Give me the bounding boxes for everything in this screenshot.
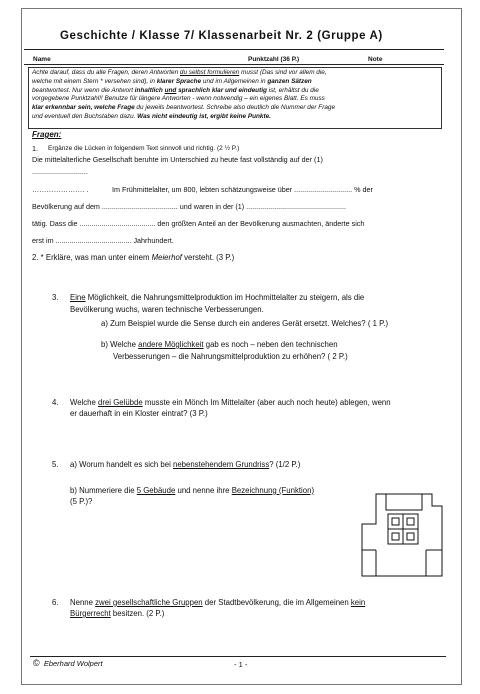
plan-quad (392, 533, 399, 540)
plan-outer-wall (362, 494, 442, 576)
plan-quad (407, 518, 414, 525)
q2-text-part: versteht. (3 P.) (181, 253, 235, 262)
header-points-label: Punktzahl (36 P.) (248, 56, 300, 63)
q5-a (70, 460, 300, 469)
q6-text-part: zwei gesellschaftliche Gruppen (95, 598, 203, 607)
title-rule (24, 49, 444, 50)
q1-line: Die mittelalterliche Gesellschaft beruhte im Unterschied zu heute fast vollständig auf der (1) (32, 155, 323, 164)
instr-text: und eventuell den Buchstaben dazu. (32, 112, 138, 120)
plan-inner-wall (386, 494, 422, 510)
q3-number: 3. (52, 293, 59, 302)
instr-text: du selbst formulieren (179, 69, 240, 76)
q1-line: Bevölkerung auf dem ...................................... und waren in der (1) .................................................. (32, 202, 346, 211)
q6-line (70, 598, 365, 607)
q3-text-part: Eine (70, 293, 86, 302)
q4-text-part: musste ein Mönch Im Mittelalter (aber auch noch heute) ablegen, wenn (142, 398, 391, 407)
q3-text-part: Möglichkeit, die Nahrungsmittelproduktion im Hochmittelalter zu steigern, als die (85, 293, 365, 302)
q4-text-part: drei Gelübde (98, 398, 143, 407)
instr-text: klarer Sprache (156, 77, 202, 85)
q3-text-part: andere Möglichkeit (138, 340, 204, 349)
instr-text: musst (Das sind vor allem die, (239, 69, 327, 76)
instr-text: welche mit einem Stern * versehen sind), in (32, 77, 157, 85)
q5-text-part: b) Nummeriere die (70, 486, 137, 495)
q5-b (70, 486, 314, 495)
q2-text-part: 2. * Erkläre, was man unter einem (32, 253, 152, 262)
q4-line: er dauerhaft in ein Kloster eintrat? (3 P.) (70, 409, 208, 418)
q5-text-part: und nenne ihre (175, 486, 232, 495)
q1-line: erst im ...................................... Jahrhundert. (32, 236, 174, 245)
q3-line: Bevölkerung wuchs, waren technische Verbesserungen. (70, 305, 264, 314)
instr-text: Achte darauf, dass du alle Fragen, deren Antworten (32, 69, 180, 76)
q6-line (70, 609, 164, 618)
instr-text: ist, erhältst du die (266, 86, 319, 94)
q2-text (32, 253, 234, 262)
copyright-symbol: © (33, 658, 40, 668)
plan-quad (392, 518, 399, 525)
q6-text-part: besitzen. (2 P.) (110, 609, 165, 618)
q4-number: 4. (52, 398, 59, 407)
instr-text: sprachlich klar und eindeutig (176, 86, 267, 94)
q5-b: (5 P.)? (70, 497, 93, 506)
q1-line: Im Frühmittelalter, um 800, lebten schätzungsweise über ............................. % der (112, 185, 373, 194)
q1-number: 1. (32, 144, 38, 153)
q5-text-part: ? (1/2 P.) (269, 460, 301, 469)
q6-number: 6. (52, 598, 59, 607)
instr-text: Was nicht eindeutig ist, ergibt keine Punkte. (137, 112, 271, 120)
header-rule (24, 64, 444, 65)
instr-text: du jeweils beantwortest. Schreibe also deutlich die Nummer der Frage (134, 104, 335, 112)
q5-text-part: 5 Gebäude (136, 486, 176, 495)
q1-line: ............................ (32, 167, 88, 176)
instr-text: klar erkennbar sein, welche Frage (32, 104, 135, 112)
q3-text-part: gab es noch – neben den technischen (203, 340, 338, 349)
page-title: Geschichte / Klasse 7/ Klassenarbeit Nr. 2 (Gruppe A) (60, 30, 383, 42)
page-number: - 1 - (234, 660, 248, 669)
header-name-label: Name (33, 56, 51, 63)
q3-line (70, 293, 364, 302)
q5-text-part: Bezeichnung (Funktion) (231, 486, 315, 495)
footer-rule (30, 656, 446, 657)
instr-text: beantwortest. Nur wenn die Antwort (32, 86, 135, 94)
q6-text-part: Bürgerrecht (70, 609, 111, 618)
plan-quad (407, 533, 414, 540)
q4-line (70, 398, 391, 407)
author-name: Eberhard Wolpert (43, 659, 103, 668)
q1-prompt: Ergänze die Lücken in folgendem Text sinnvoll und richtig. (2 ½ P.) (48, 145, 240, 152)
instr-text: vorgegebene Punktzahl!! Benutze für längere Antworten - wenn notwendig – ein eigenes Blatt. Es muss (32, 95, 325, 103)
q3-b: Verbesserungen – die Nahrungsmittelproduktion zu erhöhen? ( 2 P.) (113, 352, 348, 361)
header-grade-label: Note (368, 56, 383, 63)
q5-number: 5. (52, 460, 59, 469)
q3-b (101, 340, 338, 349)
instr-text: und (164, 86, 177, 94)
q5-text-part: nebenstehendem Grundriss (173, 460, 270, 469)
q1-line: …………………. . (32, 185, 89, 194)
q6-text-part: Nenne (70, 598, 96, 607)
q3-a: a) Zum Beispiel wurde die Sense durch ein anderes Gerät ersetzt. Welches? ( 1 P.) (101, 319, 389, 328)
q6-text-part: der Stadtbevölkerung, die im Allgemeinen (202, 598, 351, 607)
floor-plan-diagram (352, 484, 448, 580)
q6-text-part: kein (350, 598, 366, 607)
instructions-box (28, 67, 442, 129)
instr-text: inhaltlich (134, 86, 165, 94)
q1-line: tätig. Dass die ...................................... den größten Anteil an der Bevölkerung ausmachten, änderte sich (32, 219, 365, 228)
instr-text: und im Allgemeinen in (201, 77, 268, 85)
footer-author (33, 658, 103, 668)
q5-text-part: a) Worum handelt es sich bei (70, 460, 173, 469)
q2-text-part: Meierhof (151, 253, 182, 262)
questions-heading: Fragen: (32, 130, 62, 139)
instr-text: ganzen Sätzen (267, 77, 312, 85)
q3-text-part: b) Welche (101, 340, 139, 349)
q4-text-part: Welche (70, 398, 99, 407)
